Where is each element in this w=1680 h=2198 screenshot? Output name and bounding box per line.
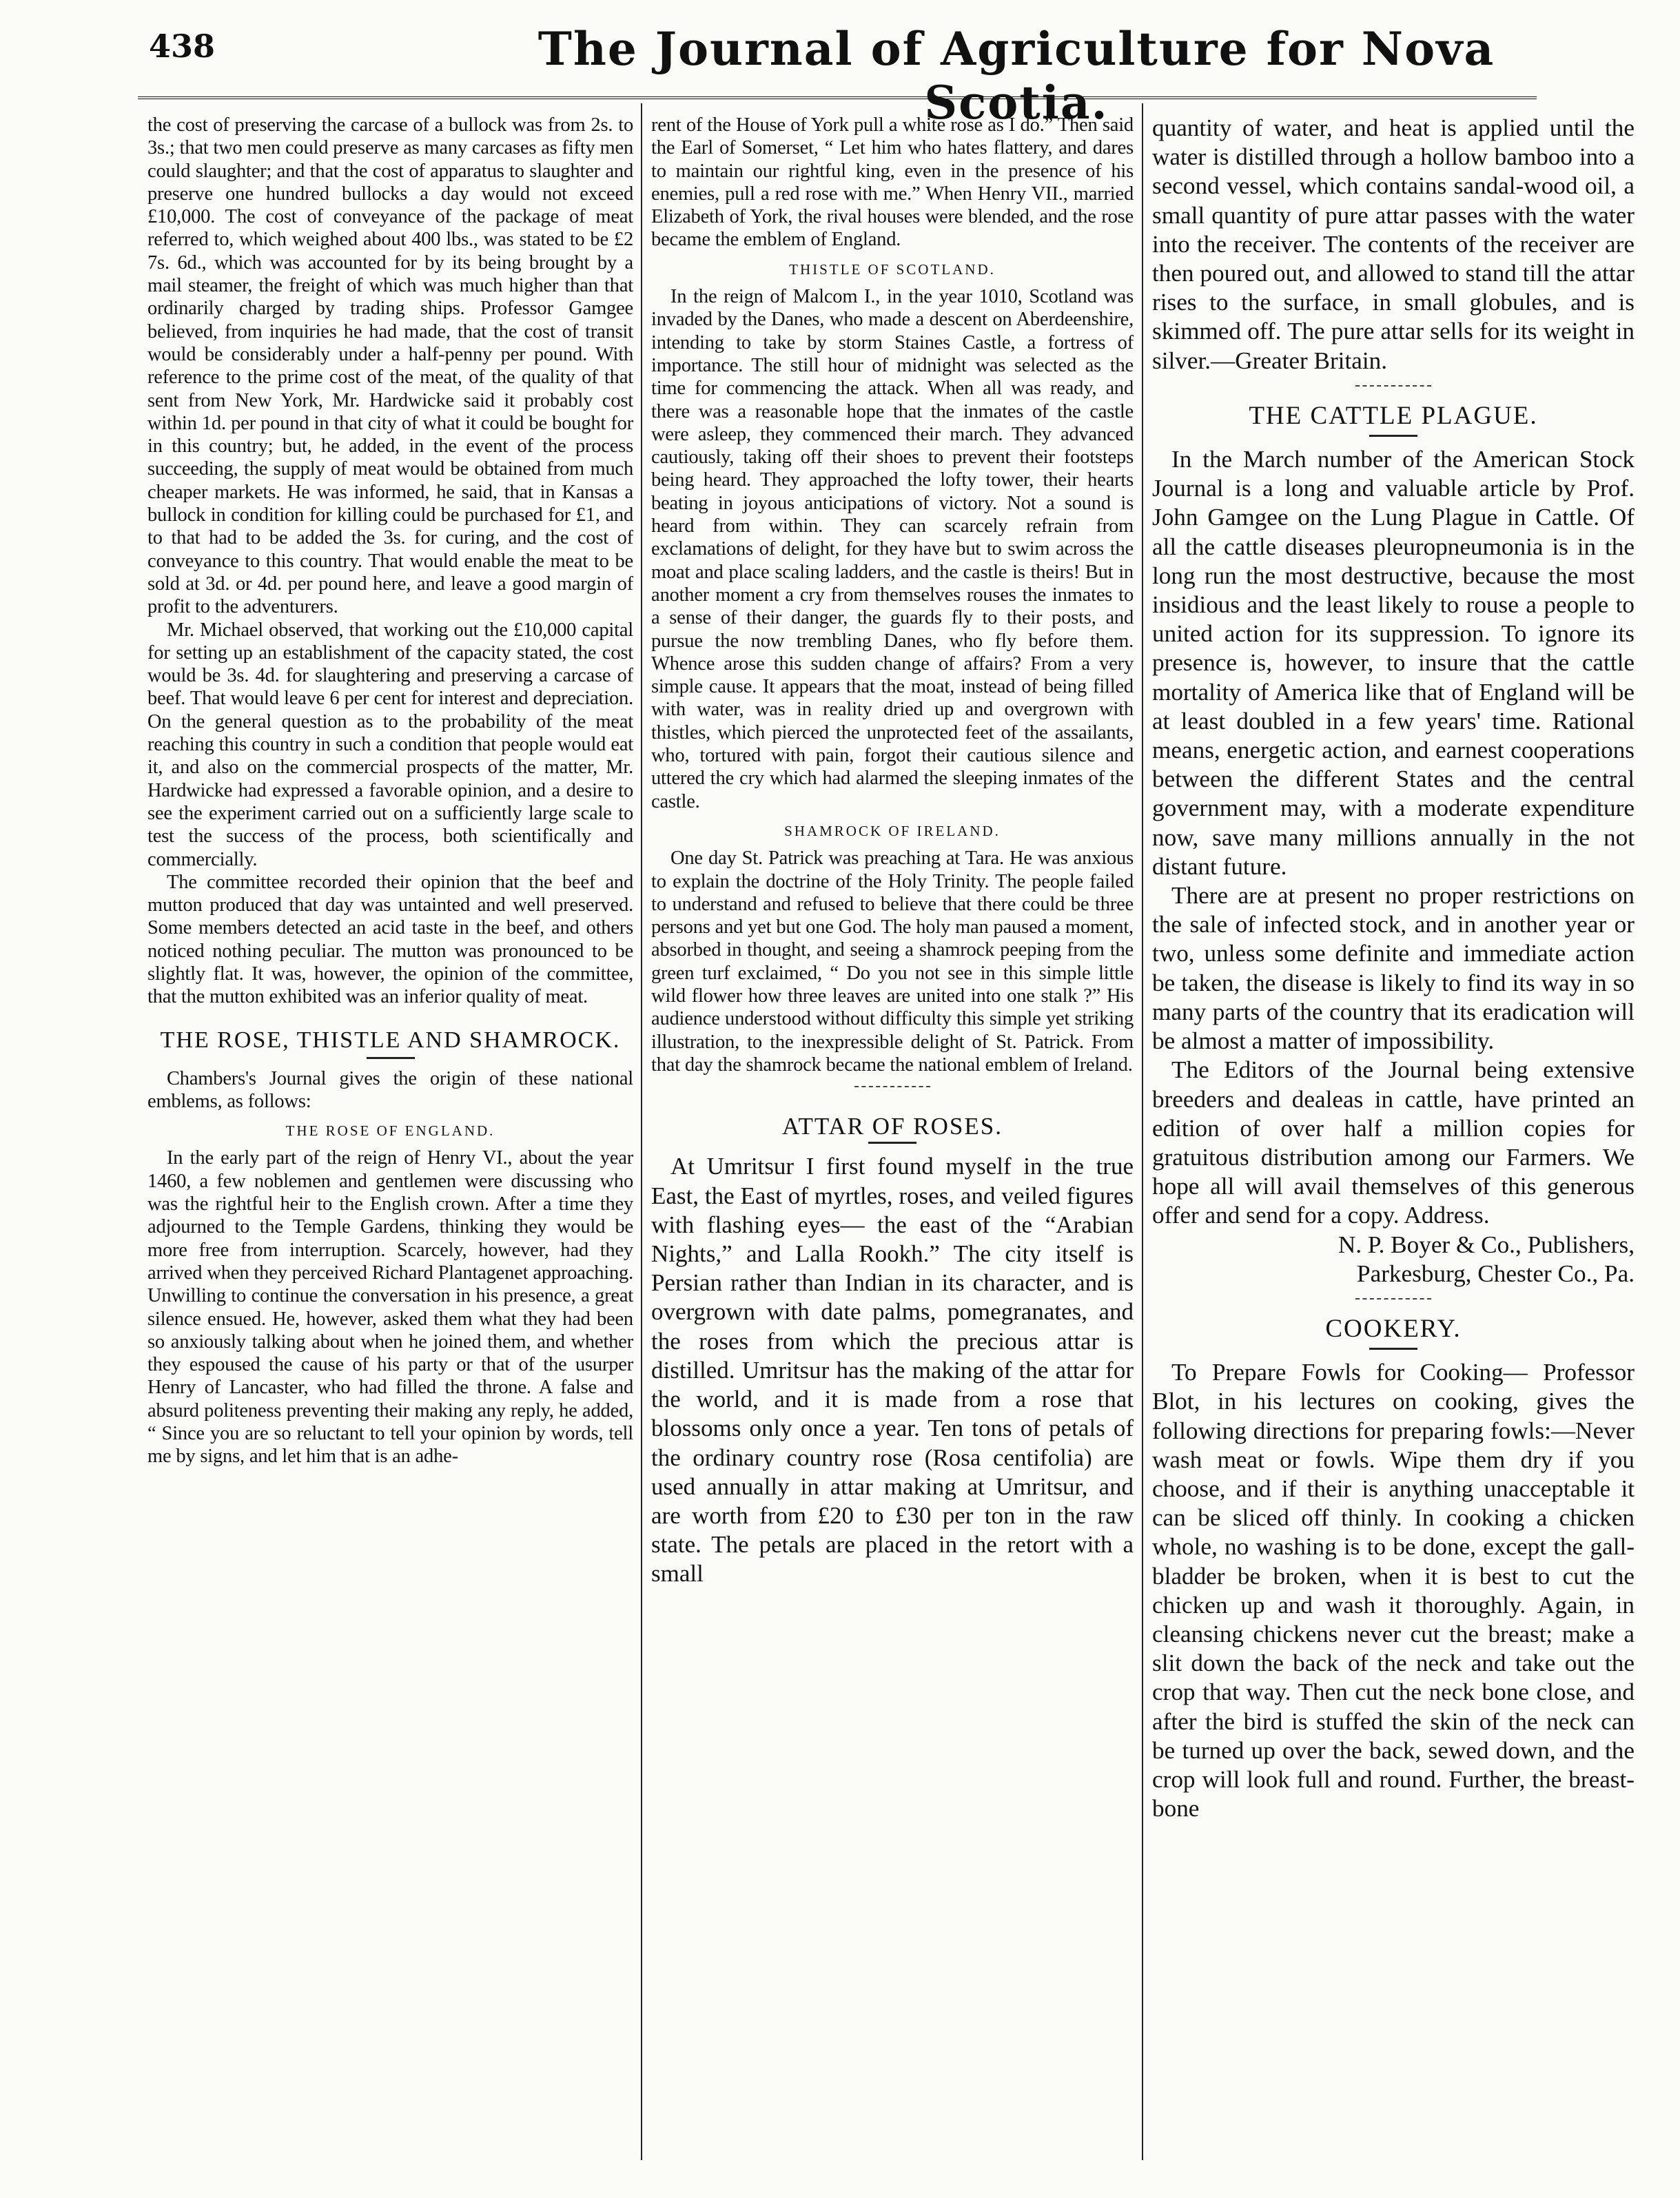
heading-rule bbox=[868, 1142, 916, 1144]
article-paragraph: Mr. Michael observed, that working out the £10,000 capital for setting up an establishment of the capacity stated, the cost would be 3s. 4d. for slaughtering and preserving a carcase of beef. That would leave 6 per cent for interest and depreciation. On the general question as to the probability of the meat reaching this country in such a condition that people would eat it, and also on the commercial prospects of the matter, Mr. Hardwicke had expressed a favorable opinion, and a desire to see the experiment carried out on a sufficiently large scale to test the success of the process, both scientifically and commercially. bbox=[147, 619, 633, 870]
article-paragraph: quantity of water, and heat is applied until the water is distilled through a hollow bamboo into a second vessel, which contains sandal-wood oil, a small quantity of pure attar passes with the water into the receiver. The contents of the receiver are then poured out, and allowed to stand till the attar rises to the surface, in small globules, and is skimmed off. The pure attar sells for its weight in silver.—Greater Britain. bbox=[1152, 114, 1635, 374]
section-heading-cattle-plague: THE CATTLE PLAGUE. bbox=[1249, 401, 1538, 430]
column-divider-2 bbox=[1142, 103, 1143, 2160]
column-divider-1 bbox=[641, 103, 642, 2160]
article-paragraph: At Umritsur I first found myself in the true East, the East of myrtles, roses, and veiled figures with flashing eyes— the east of the “Arabian Nights,” and Lalla Rookh.” The city itself is Persian rather than Indian in its character, and is overgrown with date palms, pomegranates, and the roses from which the precious attar is distilled. Umritsur has the making of the attar for the world, and it is made from a rose that blossoms only once a year. Ten tons of petals of the ordinary country rose (Rosa centifolia) are used annually in attar making at Umritsur, and are worth from £20 to £30 per ton in the raw state. The petals are placed in the retort with a small bbox=[651, 1153, 1134, 1588]
heading-rule bbox=[1369, 435, 1417, 437]
column-2 bbox=[651, 114, 1134, 1589]
section-heading-attar-of-roses: ATTAR OF ROSES. bbox=[782, 1113, 1003, 1140]
section-divider bbox=[1355, 1298, 1431, 1300]
subheading-shamrock-of-ireland: SHAMROCK OF IRELAND. bbox=[784, 822, 1001, 839]
heading-rule bbox=[1369, 1348, 1417, 1350]
article-paragraph: The committee recorded their opinion that the beef and mutton produced that day was untainted and well preserved. Some members detected an acid taste in the beef, and others noticed nothing peculiar. The mutton was pronounced to be slightly flat. It was, however, the opinion of the committee, that the mutton exhibited was an inferior quality of meat. bbox=[147, 871, 633, 1008]
section-divider bbox=[1355, 385, 1431, 387]
heading-rule bbox=[367, 1057, 415, 1059]
publisher-address: Parkesburg, Chester Co., Pa. bbox=[1357, 1260, 1635, 1287]
article-paragraph: One day St. Patrick was preaching at Tara. He was anxious to explain the doctrine of the Holy Trinity. The people failed to understand and refused to believe that there could be three persons and yet but one God. The holy man paused a moment, absorbed in thought, and seeing a shamrock peeping from the green turf exclaimed, “ Do you not see in this simple little wild flower how three leaves are united into one stalk ?” His audience understood without difficulty this simple yet striking illustration, to the inexpressible delight of St. Patrick. From that day the shamrock became the national emblem of Ireland. bbox=[651, 848, 1134, 1076]
subheading-thistle-of-scotland: THISTLE OF SCOTLAND. bbox=[789, 260, 996, 278]
publisher-name: N. P. Boyer & Co., Publishers, bbox=[1338, 1231, 1635, 1258]
column-1 bbox=[147, 114, 633, 1468]
article-paragraph: There are at present no proper restrictions on the sale of infected stock, and in another year or two, unless some definite and immediate action be taken, the disease is likely to find its way in so many parts of the country that its eradication will be almost a matter of impossibility. bbox=[1152, 882, 1635, 1055]
page-number: 438 bbox=[149, 28, 216, 65]
article-paragraph: To Prepare Fowls for Cooking— Professor Blot, in his lectures on cooking, gives the following directions for preparing fowls:—Never wash meat or fowls. Wipe them dry if you choose, and if their is anything unacceptable it can be sliced off thinly. In cooking a chicken whole, no washing is to be done, except the gall-bladder be broken, when it is best to cut the chicken up and wash it thoroughly. Again, in cleansing chickens never cut the breast; make a slit down the back of the neck and take out the crop that way. Then cut the neck bone close, and after the bird is stuffed the skin of the neck can be turned up over the back, sewed down, and the crop will look full and round. Further, the breast-bone bbox=[1152, 1359, 1635, 1822]
intro-paragraph: Chambers's Journal gives the origin of these national emblems, as follows: bbox=[147, 1067, 633, 1112]
article-paragraph: the cost of preserving the carcase of a bullock was from 2s. to 3s.; that two men could preserve as many carcases as fifty men could slaughter; and that the cost of apparatus to slaughter and preserve one hundred bullocks a day would not exceed £10,000. The cost of conveyance of the package of meat referred to, which weighed about 400 lbs., was stated to be £2 7s. 6d., which was accounted for by its being brought by a mail steamer, the freight of which was much higher than that ordinarily charged by trading ships. Professor Gamgee believed, from inquiries he had made, that the cost of transit would be considerably under a half-penny per pound. With reference to the prime cost of the meat, of the quality of that sent from New York, Mr. Hardwicke said it probably cost within 1d. per pound in that city of what it could be bought for in this country; but, he added, in the event of the process succeeding, the supply of meat would be obtained from much cheaper markets. He was informed, he said, that in Kansas a bullock in condition for killing could be purchased for £1, and to that had to be added the 3s. for curing, and the cost of conveyance to this country. That would enable the meat to be sold at 3d. or 4d. per pound here, and leave a good margin of profit to the adventurers. bbox=[147, 114, 633, 618]
header-rule bbox=[138, 96, 1537, 99]
column-3 bbox=[1152, 114, 1635, 2167]
section-heading-cookery: COOKERY. bbox=[1325, 1314, 1462, 1343]
section-divider bbox=[854, 1086, 930, 1087]
article-paragraph: In the early part of the reign of Henry VI., about the year 1460, a few noblemen and gentlemen were discussing who was the rightful heir to the English crown. After a time they adjourned to the Temple Gardens, thinking they would be more free from interruption. Scarcely, however, had they arrived when they perceived Richard Plantagenet approaching. Unwilling to continue the conversation in his presence, a great silence ensued. He, however, asked them what they had been so anxiously talking about when he joined them, and whether they espoused the cause of his party or that of the usurper Henry of Lancaster, who had filled the throne. A false and absurd politeness preventing their making any reply, he added, “ Since you are so reluctant to tell your opinion by words, tell me by signs, and let him that is an adhe- bbox=[147, 1147, 633, 1468]
subheading-rose-of-england: THE ROSE OF ENGLAND. bbox=[285, 1122, 495, 1140]
article-paragraph: rent of the House of York pull a white rose as I do.” Then said the Earl of Somerset, “ Let him who hates flattery, and dares to maintain our rightful king, even in the presence of his enemies, pull a red rose with me.” When Henry VII., married Elizabeth of York, the rival houses were blended, and the rose became the emblem of England. bbox=[651, 114, 1134, 251]
journal-title: The Journal of Agriculture for Nova Scotia. bbox=[537, 22, 1495, 130]
article-paragraph: In the reign of Malcom I., in the year 1010, Scotland was invaded by the Danes, who made a descent on Aberdeenshire, intending to take by storm Staines Castle, a fortress of importance. The still hour of midnight was selected as the time for commencing the attack. When all was ready, and there was a reasonable hope that the inmates of the castle were asleep, they commenced their march. They advanced cautiously, taking off their shoes to prevent their footsteps being heard. They approached the lofty tower, their hearts beating in joyous anticipations of victory. Not a sound is heard from within. They can scarcely refrain from exclamations of delight, for they have but to swim across the moat and place scaling ladders, and the castle is theirs! But in another moment a cry from themselves rouses the inmates to a sense of their danger, the guards fly to their posts, and pursue the now trembling Danes, who fly before them. Whence arose this sudden change of affairs? From a very simple cause. It appears that the moat, instead of being filled with water, was in reality dried up and overgrown with thistles, which pierced the unprotected feet of the assailants, who, tortured with pain, forgot their cautious silence and uttered the cry which had alarmed the sleeping inmates of the castle. bbox=[651, 286, 1134, 812]
section-heading-rose-thistle-shamrock: THE ROSE, THISTLE AND SHAMROCK. bbox=[160, 1027, 621, 1053]
article-paragraph: The Editors of the Journal being extensive breeders and dealeas in cattle, have printed an edition of over half a million copies for gratuitous distribution among our Farmers. We hope all will avail themselves of this generous offer and send for a copy. Address. bbox=[1152, 1056, 1635, 1229]
article-paragraph: In the March number of the American Stock Journal is a long and valuable article by Prof. John Gamgee on the Lung Plague in Cattle. Of all the cattle diseases pleuropneumonia is in the long run the most destructive, because the most insidious and the least likely to rouse a people to united action for its suppression. To ignore its presence is, however, to insure that the cattle mortality of America like that of England will be at least doubled in a few years' time. Rational means, energetic action, and earnest cooperations between the different States and the central government may, with a moderate expenditure now, save many millions annually in the not distant future. bbox=[1152, 446, 1635, 880]
page-header bbox=[138, 22, 1537, 130]
